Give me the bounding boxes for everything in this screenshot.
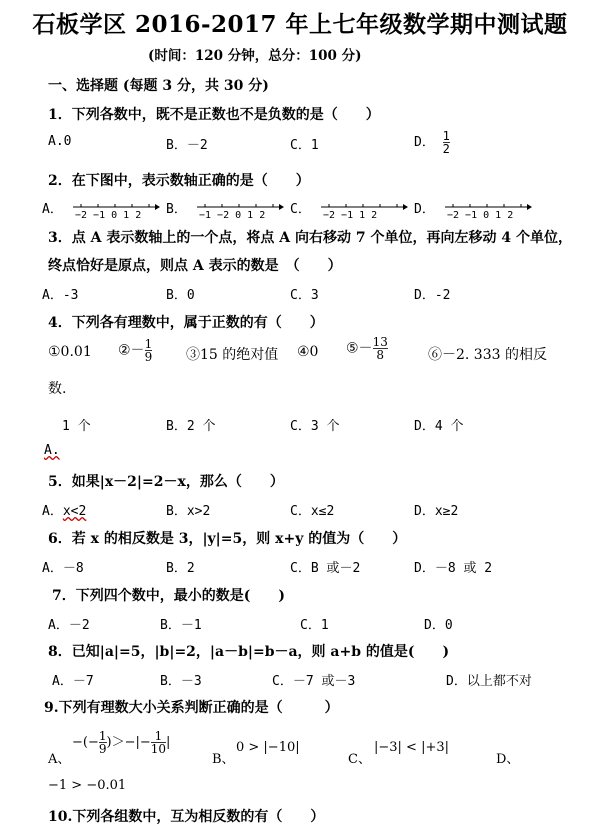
- q2-option-d: D． −2 −1 0 1 2: [414, 198, 533, 219]
- question-2-stem: 2．在下图中，表示数轴正确的是（ ）: [48, 173, 310, 189]
- q3-option-d: D．-2: [414, 288, 451, 303]
- q9-option-b-label: B、: [212, 752, 235, 767]
- page-title: 石板学区 2016-2017 年上七年级数学期中测试题: [32, 11, 568, 38]
- q6-option-b: B．2: [166, 561, 195, 576]
- q4-item-5: ⑤－ $\frac{13}{8}$: [346, 335, 388, 362]
- question-7-stem: 7．下列四个数中，最小的数是( ): [52, 588, 285, 604]
- question-1-stem: 1．下列各数中，既不是正数也不是负数的是（ ）: [48, 107, 380, 123]
- q4-item-2: ②－ $\frac{1}{9}$: [118, 337, 153, 364]
- q1-option-d-label: D．: [414, 135, 435, 150]
- q6-option-c: C．B 或－2: [290, 561, 361, 576]
- number-line-diagram: [319, 201, 409, 219]
- q4-option-a: 1 个: [62, 419, 91, 434]
- q8-option-a: A．－7: [52, 674, 94, 689]
- q4-item-6-cont: 数.: [48, 381, 67, 397]
- q5-option-b: B．x>2: [166, 504, 211, 519]
- q1-option-b: B．－2: [166, 138, 208, 153]
- fraction: $\frac{13}{8}$: [372, 335, 388, 362]
- question-6-stem: 6．若 x 的相反数是 3，|y|=5，则 x+y 的值为（ ）: [48, 531, 407, 547]
- q9-option-d-label: D、: [496, 752, 520, 767]
- question-8-stem: 8．已知|a|=5，|b|=2，|a－b|=b－a，则 a+b 的值是( ): [48, 644, 450, 660]
- question-10-stem: 10.下列各组数中，互为相反数的有（ ）: [48, 809, 325, 825]
- q4-option-b: B．2 个: [166, 419, 216, 434]
- svg-text:−2 −1 0 1 2: −2 −1 0 1 2: [446, 209, 513, 219]
- q4-option-d: D．4 个: [414, 419, 464, 434]
- q7-option-d: D．0: [424, 618, 453, 633]
- q9-option-d-expr: −1 > −0.01: [48, 778, 127, 793]
- fraction: $\frac{1}{10}$: [150, 729, 167, 756]
- exam-info: (时间：120 分钟，总分：100 分): [148, 48, 362, 64]
- q3-option-a: A．-3: [42, 288, 79, 303]
- fraction: $\frac{1}{9}$: [98, 729, 107, 756]
- q6-option-d: D．－8 或 2: [414, 561, 493, 576]
- q7-option-b: B．－1: [160, 618, 202, 633]
- fraction: $\frac{1}{2}$: [442, 129, 450, 156]
- q7-option-a: A．－2: [48, 618, 90, 633]
- q5-option-a: A．x<2: [42, 504, 87, 519]
- question-9-stem: 9.下列有理数大小关系判断正确的是（ ）: [44, 700, 339, 716]
- fraction: $\frac{1}{9}$: [144, 337, 153, 364]
- question-3-stem-cont: 终点恰好是原点，则点 A 表示的数是 （ ）: [48, 258, 342, 274]
- number-line-diagram: [443, 201, 533, 219]
- q9-option-c-expr: |−3| < |+3|: [374, 740, 450, 755]
- q9-option-a-label: A、: [48, 752, 71, 767]
- q1-option-a: A.0: [48, 134, 72, 149]
- svg-text:−2 −1 1 2: −2 −1 1 2: [322, 209, 377, 219]
- q9-option-b-expr: 0 > |−10|: [236, 740, 300, 755]
- q3-option-b: B．0: [166, 288, 195, 303]
- q4-option-c: C．3 个: [290, 419, 340, 434]
- q2-option-c: C． −2 −1 1 2: [290, 198, 409, 219]
- q1-option-c: C．1: [290, 138, 319, 153]
- q4-item-4: ④0: [297, 344, 319, 360]
- q8-option-b: B．－3: [160, 674, 202, 689]
- svg-text:−1 −2 0 1 2: −1 −2 0 1 2: [198, 209, 265, 219]
- q7-option-c: C．1: [300, 618, 329, 633]
- q9-option-c-label: C、: [348, 752, 371, 767]
- q6-option-a: A．－8: [42, 561, 84, 576]
- q8-option-d: D．以上都不对: [446, 674, 532, 689]
- svg-text:−2 −1 0 1 2: −2 −1 0 1 2: [74, 209, 141, 219]
- number-line-diagram: [195, 201, 285, 219]
- question-5-stem: 5．如果|x－2|=2－x，那么（ ）: [48, 474, 284, 490]
- q4-item-3: ③15 的绝对值: [186, 347, 279, 363]
- question-3-stem: 3．点 A 表示数轴上的一个点，将点 A 向右移动 7 个单位，再向左移动 4 个单位，: [48, 230, 572, 246]
- q8-option-c: C．－7 或－3: [272, 674, 356, 689]
- section-heading: 一、选择题 (每题 3 分，共 30 分): [48, 78, 269, 94]
- q2-option-a: A． −2 −1 0 1 2: [42, 198, 161, 219]
- question-4-stem: 4．下列各有理数中，属于正数的有（ ）: [48, 315, 324, 331]
- q5-option-d: D．x≥2: [414, 504, 459, 519]
- number-line-diagram: [71, 201, 161, 219]
- q4-item-6: ⑥－2. 333 的相反: [428, 347, 547, 363]
- q2-option-b: B． −1 −2 0 1 2: [166, 198, 285, 219]
- q4-option-a-label: A.: [44, 443, 60, 458]
- q9-option-a-expr: −(− $\frac{1}{9}$ )＞−|− $\frac{1}{10}$ |: [72, 729, 171, 756]
- q3-option-c: C．3: [290, 288, 319, 303]
- q5-option-c: C．x≤2: [290, 504, 335, 519]
- q1-option-d: [414, 130, 450, 155]
- q4-item-1: ①0.01: [48, 344, 92, 360]
